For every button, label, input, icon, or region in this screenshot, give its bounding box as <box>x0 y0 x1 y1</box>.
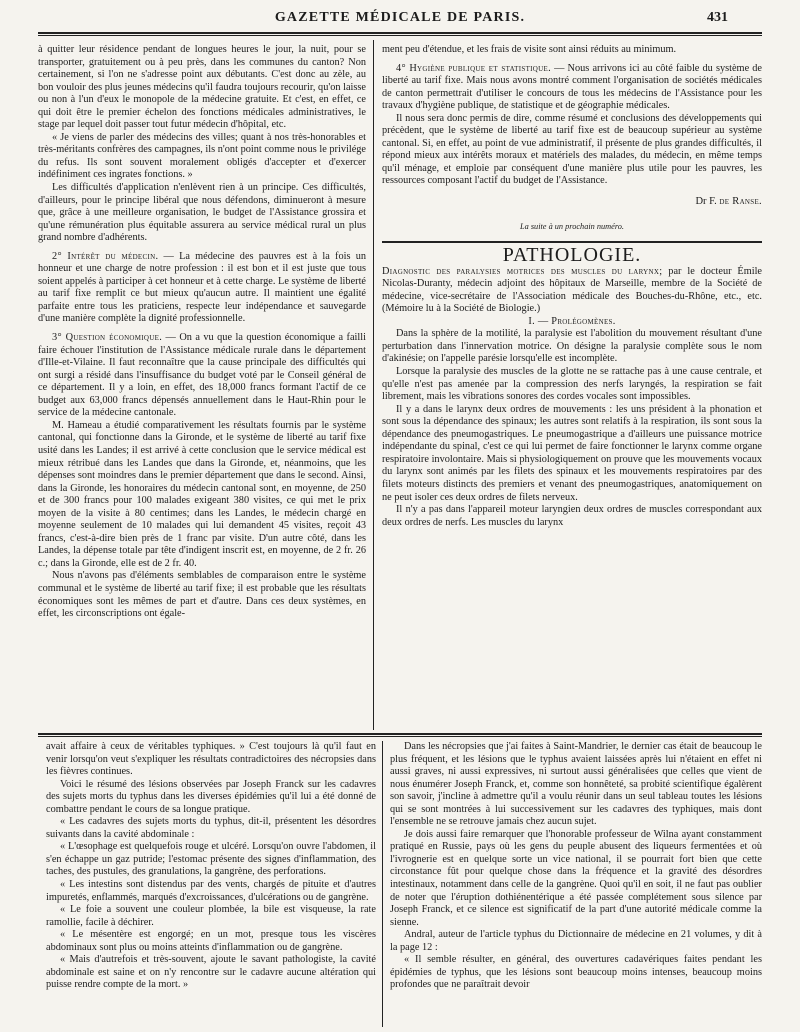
paragraph: Lorsque la paralysie des muscles de la glotte ne se rattache pas à une cause centrale, et qu'elle n'est pas amenée par la compression des nerfs laryngés, la respiration se fait librement, mais les vibrations sonores des cordes vocales sont impossibles. <box>382 366 762 403</box>
section-paragraph <box>38 332 366 420</box>
top-right-column <box>382 44 762 529</box>
rubric-title: PATHOLOGIE. <box>502 244 642 267</box>
paragraph: Andral, auteur de l'article typhus du Dictionnaire de médecine en 21 volumes, y dit à la page 12 : <box>390 929 762 953</box>
header-rule-thin <box>38 35 762 36</box>
author-signature: Dr F. de Ranse. <box>695 196 762 208</box>
paragraph: M. Hameau a étudié comparativement les résultats fournis par le système cantonal, qui fonctionne dans la Gironde, et le système de liberté au tarif fixe usité dans les Landes; il est arrivé à cette conclusion que le service médical est mieux rétribué dans les Landes que dans la Gironde, et, néanmoins, que les dépenses sont moindres dans le premier département que dans le second. Ainsi, dans la Gironde, les honoraires du médecin cantonal sont, en moyenne, de 250 et de 300 francs pour 100 malades exigeant 380 visites, ce qui met le prix moyen de la visite à 80 centimes; dans les Landes, le médecin chargé en moyenne seulement de 10 malades qui lui demandent 45 visites, reçoit 43 francs, c'est-à-dire bien près de 1 franc par visite. D'un autre côté, dans les Landes, la dépense totale par tête d'indigent inscrit est, en moyenne, de 2 fr. 26 c.; dans la Gironde, elle est de 2 fr. 40. <box>38 419 366 569</box>
column-divider-top <box>373 40 374 730</box>
section-title: I. — Prolégomènes. <box>528 315 616 327</box>
paragraph: avait affaire à ceux de véritables typhiques. » C'est toujours là qu'il faut en venir lorsqu'on veut s'expliquer les résultats contradictoires des nécropsies dans les fièvres continues. <box>46 741 376 778</box>
paragraph: Dans les nécropsies que j'ai faites à Saint-Mandrier, le dernier cas était de beaucoup le plus fréquent, et les lésions que le typhus avaient laissées après lui n'étaient en effet ni aussi graves, ni aussi expressives, ni surtout aussi généralisées que celles que vient de nous énumérer Joseph Franck, et, comme son honnêteté, sa probité scientifique égalèrent son savoir, j'incline à admettre qu'il a voulu réunir dans un seul tableau toutes les lésions qui se sont montrées à lui successivement sur les cadavres des typhiques, mais dont l'ensemble ne se retrouve jamais chez aucun sujet. <box>390 741 762 828</box>
header-rule <box>38 32 762 34</box>
page-header <box>0 10 800 30</box>
paragraph: Il nous sera donc permis de dire, comme résumé et conclusions des développements qui précèdent, que le système de liberté au tarif fixe est de beaucoup supérieur au système cantonal. Si, en effet, au point de vue administratif, il présente de plus grandes difficultés, il répond mieux aux intérêts moraux et matériels des malades, du médecin, en même temps qu'il ménage, et emploie par conséquent d'une manière plus utile pour les pauvres, les ressources composant l'actif du budget de l'Assistance. <box>382 112 762 187</box>
section-heading: 2° Intérêt du médecin. <box>52 250 159 262</box>
journal-title: GAZETTE MÉDICALE DE PARIS. <box>274 10 526 25</box>
paragraph: Je dois aussi faire remarquer que l'honorable professeur de Wilna ayant constamment pratiqué en Russie, pays où les gens du peuple abusent des liqueurs fermentées et où l'ivrognerie est en quelque sorte un vice national, il se pourrait fort bien que cette circonstance fût pour quelque chose dans la fréquence et la gravité des désordres intestinaux, notamment dans celle de la gangrène. Quoi qu'il en soit, il ne faut pas oublier de noter que l'éruption dothiénentérique a été passée complétement sous silence par Joseph Franck, et ce silence est significatif de la part d'une autorité médicale comme la sienne. <box>390 828 762 928</box>
top-left-column <box>38 44 366 621</box>
paragraph: Dans la sphère de la motilité, la paralysie est l'abolition du mouvement résultant d'une perturbation dans l'innervation motrice. On désigne la paralysie complète sous le nom d'akinésie; on l'appelle parésie lorsqu'elle est incomplète. <box>382 328 762 365</box>
paragraph: « Mais d'autrefois et très-souvent, ajoute le savant pathologiste, la cavité abdominale est saine et on n'y rencontre sur le cadavre aucune altération qui puisse rendre compte de la mort. » <box>46 954 376 991</box>
paragraph: « Le mésentère est engorgé; en un mot, presque tous les viscères abdominaux sont plus ou moins atteints d'inflammation ou de gangrène. <box>46 929 376 953</box>
section-heading: 4° Hygiène publique et statistique. <box>396 62 551 74</box>
continuation-note: La suite à un prochain numéro. <box>519 221 624 231</box>
section-paragraph <box>38 251 366 326</box>
paragraph: « Les cadavres des sujets morts du typhus, dit-il, présentent les désordres suivants dans la cavité abdominale : <box>46 816 376 840</box>
paragraph: Nous n'avons pas d'éléments semblables de comparaison entre le système communal et le système de liberté au tarif fixe; il est probable que les résultats économiques sont les mêmes de part et d'autre. Dans ces deux systèmes, en effet, les circonscriptions ont égale- <box>38 570 366 620</box>
paragraph: « Le foie a souvent une couleur plombée, la bile est visqueuse, la rate ramollie, facile à déchirer. <box>46 904 376 928</box>
paragraph: « Je viens de parler des médecins des villes; quant à nos très-honorables et très-méritants confrères des campagnes, ils n'ont point comme nous le privilége du refus. Ils sont souvent moralement obligés d'accepter et d'exercer indéfiniment ces ingrates fonctions. » <box>38 131 366 181</box>
article-title: Diagnostic des paralysies motrices des muscles du larynx; <box>382 265 663 277</box>
paragraph: Il n'y a pas dans l'appareil moteur laryngien deux ordres de muscles correspondant aux deux ordres de nerfs. Les muscles du larynx <box>382 504 762 528</box>
paragraph: « Il semble résulter, en général, des ouvertures cadavériques faites pendant les épidémies de typhus, que les lésions sont beaucoup moins intenses, beaucoup moins profondes que ne paraîtrait devoir <box>390 954 762 991</box>
section-separator <box>38 733 762 735</box>
paragraph: à quitter leur résidence pendant de longues heures le jour, la nuit, pour se transporter, gratuitement ou à peu près, dans les communes du canton? Non certainement, si l'on ne s'adresse point aux débutants. C'est donc au zèle, au bon vouloir des plus jeunes médecins qu'il faudra toujours recourir, qu'on laisse ou non à l'un d'eux le monopole de la médecine gratuite. Et c'est, en effet, ce qui doit être le premier échelon des fonctions médicales administratives, le stage par lequel doit passer tout futur médecin d'hôpital, etc. <box>38 44 366 131</box>
column-divider-bottom <box>382 741 383 1027</box>
section-heading: 3° Question économique. <box>52 332 163 344</box>
section-body: — Nous arrivons ici au côté faible du système de liberté au tarif fixe. Mais nous avons montré comment l'organisation de sociétés médicales de canton permettrait d'utiliser le concours de tous les médecins de l'Assistance pour les travaux d'hygiène publique, de statistique et de géographie médicales. <box>382 62 763 112</box>
section-body: — On a vu que la question économique a failli faire échouer l'institution de l'Assistance médicale rurale dans le département d'Ille-et-Vilaine. Il faut reconnaître que la cause principale des difficultés qui ont surgi a résidé dans l'insuffisance du budget voté par le Conseil général de ce département. Il y a loin, en effet, des 18,000 francs formant l'actif de ce budget aux 63,000 francs dépensés annuellement dans le Haut-Rhin pour le service de la médecine cantonale. <box>38 332 366 419</box>
paragraph: ment peu d'étendue, et les frais de visite sont ainsi réduits au minimum. <box>382 44 677 55</box>
paragraph: Les difficultés d'application n'enlèvent rien à un principe. Ces difficultés, d'ailleurs, pour le principe libéral que nous défendons, diminueront à mesure que, grâce à une meilleure organisation, le budget de l'Assistance grossira et qu'une rémunération plus équitable assurera au service médical rural un plus grand nombre d'adhérents. <box>38 182 366 244</box>
section-separator-thin <box>38 736 762 737</box>
section-paragraph <box>382 63 762 113</box>
paragraph: « Les intestins sont distendus par des vents, chargés de pituite et d'autres impuretés, enflammés, marqués d'excroissances, d'ulcérations ou de gangrène. <box>46 879 376 903</box>
article-heading <box>382 266 762 316</box>
bottom-right-column <box>390 741 762 992</box>
section-body: — La médecine des pauvres est à la fois un honneur et une charge de notre profession : il est bon et il est juste que tous soient appelés à participer à cet honneur et à cette charge. Le système de liberté au tarif fixe remplit ce but mieux qu'aucun autre. Il maintient une égalité parfaite entre tous les praticiens, respecte leur indépendance et sauvegarde d'une manière complète la dignité professionnelle. <box>38 250 367 325</box>
paragraph: « L'œsophage est quelquefois rouge et ulcéré. Lorsqu'on ouvre l'abdomen, il s'en échappe un gaz putride; l'estomac présente des signes d'inflammation, des taches, des pustules, des granulations, la gangrène, des perforations. <box>46 841 376 878</box>
bottom-left-column <box>46 741 376 992</box>
paragraph: Voici le résumé des lésions observées par Joseph Franck sur les cadavres des sujets morts du typhus dans les diverses épidémies qu'il lui a été donné de combattre pendant le cours de sa longue pratique. <box>46 778 376 815</box>
paragraph: Il y a dans le larynx deux ordres de mouvements : les uns président à la phonation et sont sous la dépendance des spinaux; les autres sont relatifs à la respiration, ils sont sous la dépendance des pneumogastriques. Le pneumogastrique a d'ailleurs une puissance motrice indépendante du spinal, c'est ce qui lui permet de faire fonctionner le larynx comme organe respiratoire involontaire. Mais si physiologiquement on prouve que les mouvements vocaux du larynx sont animés par les filets des spinaux et les mouvements respiratoires par des filets moteurs distincts des premiers et venant des pneumogastriques, anatomiquement on ne peut isoler ces deux ordres de filets nerveux. <box>382 403 762 503</box>
article-byline: par le docteur Émile Nicolas-Duranty, médecin adjoint des hôpitaux de Marseille, membre de la Société de médecine, vice-secrétaire de l'Association médicale des Bouches-du-Rhône, etc., etc. (Mémoire lu à la Société de Biologie.) <box>382 265 762 315</box>
page-number: 431 <box>707 10 728 25</box>
rubric-rule <box>382 241 762 243</box>
